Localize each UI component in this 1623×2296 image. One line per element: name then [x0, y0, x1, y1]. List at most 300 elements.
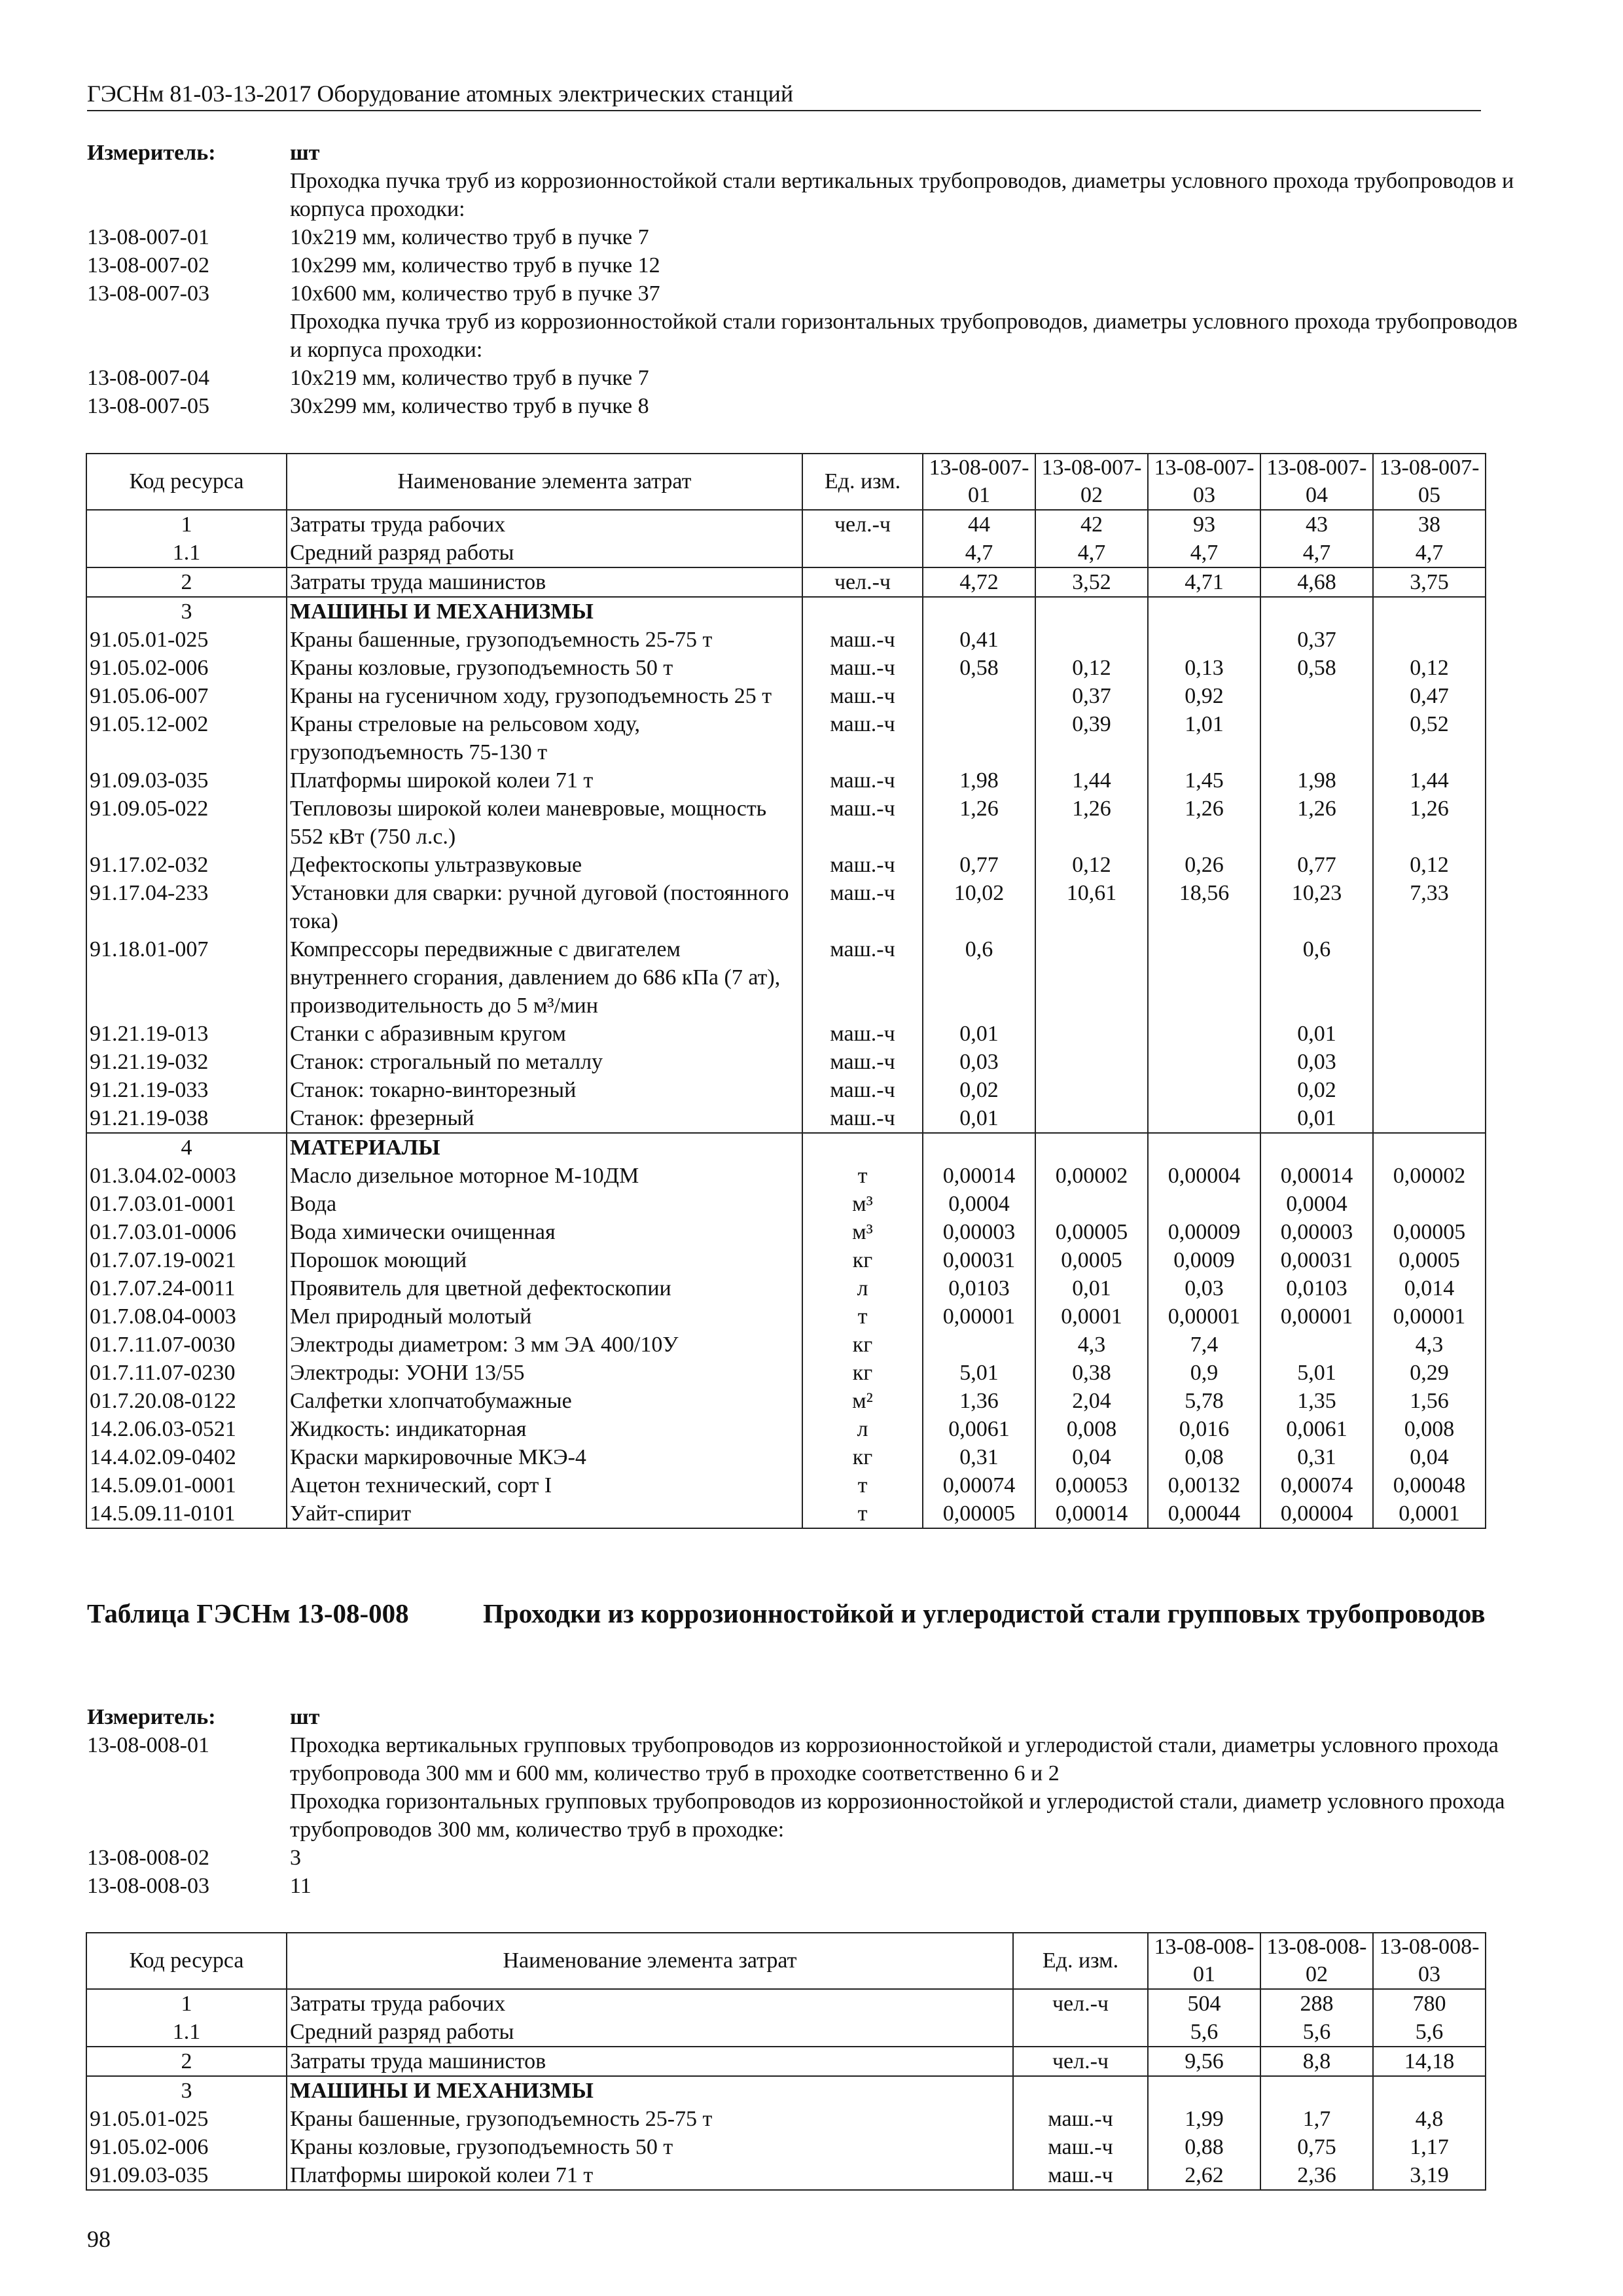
value-cell: 0,04 [1373, 1443, 1486, 1471]
value-cell [1373, 1048, 1486, 1076]
resource-code: 91.21.19-032 [86, 1048, 287, 1076]
norm-description: 10х299 мм, количество труб в пучке 12 [290, 253, 660, 278]
value-cell: 0,01 [1260, 1104, 1373, 1133]
resource-name: Станок: строгальный по металлу [287, 1048, 802, 1076]
resource-code: 01.7.07.24-0011 [86, 1274, 287, 1302]
value-cell: 0,0061 [923, 1415, 1035, 1443]
resource-code: 91.05.02-006 [86, 654, 287, 682]
value-cell: 4,3 [1035, 1331, 1148, 1359]
value-cell [1373, 1104, 1486, 1133]
value-cell: 1,98 [923, 766, 1035, 795]
value-cell: 0,014 [1373, 1274, 1486, 1302]
unit: маш.-ч [802, 795, 923, 851]
table-row [86, 2076, 1486, 2105]
table-row [86, 1076, 1486, 1104]
value-cell [1373, 1020, 1486, 1048]
measure-line [87, 392, 1527, 420]
resource-name: Краны козловые, грузоподъемность 50 т [287, 2133, 1013, 2161]
measure-block-13-08-007 [87, 139, 1527, 420]
unit: чел.-ч [802, 510, 923, 539]
resource-name: Краны козловые, грузоподъемность 50 т [287, 654, 802, 682]
table-row [86, 597, 1486, 626]
column-header: 13-08-008-02 [1260, 1933, 1373, 1989]
value-cell: 4,7 [1035, 539, 1148, 567]
value-cell: 0,008 [1373, 1415, 1486, 1443]
column-header: Код ресурса [86, 454, 287, 510]
unit: маш.-ч [802, 626, 923, 654]
value-cell: 0,00014 [923, 1162, 1035, 1190]
value-cell: 0,00132 [1148, 1471, 1260, 1499]
resource-name: Уайт-спирит [287, 1499, 802, 1528]
resource-code: 01.7.03.01-0001 [86, 1190, 287, 1218]
resource-code: 91.05.02-006 [86, 2133, 287, 2161]
value-cell: 0,6 [1260, 935, 1373, 1020]
unit: маш.-ч [802, 766, 923, 795]
value-cell [1035, 1020, 1148, 1048]
resource-name: Краны стреловые на рельсовом ходу, грузоподъемность 75-130 т [287, 710, 802, 766]
unit: маш.-ч [802, 851, 923, 879]
resource-code: 1.1 [86, 539, 287, 567]
value-cell: 1,56 [1373, 1387, 1486, 1415]
table-row [86, 2047, 1486, 2076]
value-cell: 0,13 [1148, 654, 1260, 682]
value-cell: 0,75 [1260, 2133, 1373, 2161]
value-cell: 10,61 [1035, 879, 1148, 935]
value-cell [923, 1331, 1035, 1359]
resource-name: МАТЕРИАЛЫ [287, 1133, 802, 1162]
value-cell: 0,03 [1148, 1274, 1260, 1302]
unit: маш.-ч [1013, 2105, 1148, 2133]
value-cell: 1,7 [1260, 2105, 1373, 2133]
table-row [86, 1048, 1486, 1076]
value-cell: 1,26 [1373, 795, 1486, 851]
value-cell [1148, 1076, 1260, 1104]
norm-code [87, 308, 290, 364]
value-cell [1035, 626, 1148, 654]
value-cell [1035, 1048, 1148, 1076]
unit: маш.-ч [802, 1104, 923, 1133]
value-cell: 0,04 [1035, 1443, 1148, 1471]
value-cell: 0,00074 [1260, 1471, 1373, 1499]
value-cell: 0,0061 [1260, 1415, 1373, 1443]
value-cell: 0,41 [923, 626, 1035, 654]
resource-name: Жидкость: индикаторная [287, 1415, 802, 1443]
table-row [86, 1104, 1486, 1133]
table-number: Таблица ГЭСНм 13-08-008 [87, 1598, 409, 1628]
value-cell: 0,52 [1373, 710, 1486, 766]
column-header: Наименование элемента затрат [287, 1933, 1013, 1989]
value-cell: 1,99 [1148, 2105, 1260, 2133]
norm-code: 13-08-008-03 [87, 1874, 209, 1898]
resource-name: Затраты труда машинистов [287, 567, 802, 597]
value-cell: 288 [1260, 1989, 1373, 2018]
unit: маш.-ч [802, 879, 923, 935]
table-row [86, 766, 1486, 795]
unit: маш.-ч [802, 1076, 923, 1104]
value-cell: 4,3 [1373, 1331, 1486, 1359]
resource-name: Платформы широкой колеи 71 т [287, 2161, 1013, 2190]
norm-description: Проходка пучка труб из коррозионностойкой стали вертикальных трубопроводов, диаметры условного прохода трубопроводов и корпуса проходки: [290, 169, 1514, 221]
value-cell: 1,17 [1373, 2133, 1486, 2161]
resource-name: Затраты труда рабочих [287, 510, 802, 539]
value-cell: 4,72 [923, 567, 1035, 597]
unit: кг [802, 1246, 923, 1274]
value-cell: 0,00014 [1035, 1499, 1148, 1528]
resource-code: 91.09.03-035 [86, 2161, 287, 2190]
value-cell: 0,77 [923, 851, 1035, 879]
resource-name: Ацетон технический, сорт I [287, 1471, 802, 1499]
table-row [86, 795, 1486, 851]
value-cell [1035, 597, 1148, 626]
resource-code: 01.7.11.07-0030 [86, 1331, 287, 1359]
measure-line [87, 279, 1527, 308]
value-cell [1373, 1133, 1486, 1162]
value-cell: 0,03 [1260, 1048, 1373, 1076]
measure-value: шт [290, 1705, 320, 1729]
value-cell: 0,00001 [1373, 1302, 1486, 1331]
table-row [86, 2105, 1486, 2133]
resource-name: МАШИНЫ И МЕХАНИЗМЫ [287, 2076, 1013, 2105]
resource-name: Краны башенные, грузоподъемность 25-75 т [287, 2105, 1013, 2133]
norm-code [87, 167, 290, 223]
value-cell: 0,0001 [1035, 1302, 1148, 1331]
value-cell: 0,0103 [1260, 1274, 1373, 1302]
value-cell: 0,00005 [923, 1499, 1035, 1528]
unit [802, 1133, 923, 1162]
resource-name: Дефектоскопы ультразвуковые [287, 851, 802, 879]
column-header: 13-08-007-04 [1260, 454, 1373, 510]
value-cell [1148, 626, 1260, 654]
unit: л [802, 1415, 923, 1443]
value-cell [1148, 2076, 1260, 2105]
column-header: Ед. изм. [802, 454, 923, 510]
resource-code: 91.21.19-038 [86, 1104, 287, 1133]
resource-code: 91.05.01-025 [86, 626, 287, 654]
resource-name: Порошок моющий [287, 1246, 802, 1274]
resource-code: 91.09.05-022 [86, 795, 287, 851]
value-cell: 0,39 [1035, 710, 1148, 766]
value-cell: 0,12 [1035, 654, 1148, 682]
resource-name: Мел природный молотый [287, 1302, 802, 1331]
norm-code: 13-08-007-02 [87, 253, 209, 278]
value-cell: 0,008 [1035, 1415, 1148, 1443]
value-cell: 0,31 [923, 1443, 1035, 1471]
norm-description: 10х600 мм, количество труб в пучке 37 [290, 281, 660, 306]
page-header: ГЭСНм 81-03-13-2017 Оборудование атомных электрических станций [87, 80, 1481, 111]
measure-line [87, 364, 1527, 392]
value-cell: 0,9 [1148, 1359, 1260, 1387]
value-cell: 4,8 [1373, 2105, 1486, 2133]
value-cell: 0,00004 [1148, 1162, 1260, 1190]
norm-description: Проходка пучка труб из коррозионностойкой стали горизонтальных трубопроводов, диаметры условного прохода трубопроводов и корпуса проходки: [290, 310, 1518, 362]
table-row [86, 510, 1486, 539]
table-row [86, 1218, 1486, 1246]
value-cell: 0,77 [1260, 851, 1373, 879]
value-cell: 0,12 [1035, 851, 1148, 879]
value-cell [923, 597, 1035, 626]
resource-code: 91.17.02-032 [86, 851, 287, 879]
resource-code: 3 [86, 2076, 287, 2105]
resource-name: Электроды: УОНИ 13/55 [287, 1359, 802, 1387]
unit: маш.-ч [802, 682, 923, 710]
table-row [86, 1190, 1486, 1218]
measure-line [87, 251, 1527, 279]
value-cell [1148, 1190, 1260, 1218]
resource-code: 14.2.06.03-0521 [86, 1415, 287, 1443]
value-cell: 1,44 [1373, 766, 1486, 795]
unit: м³ [802, 1190, 923, 1218]
value-cell: 4,7 [923, 539, 1035, 567]
value-cell: 18,56 [1148, 879, 1260, 935]
unit: т [802, 1162, 923, 1190]
unit: маш.-ч [802, 654, 923, 682]
norm-description: Проходка горизонтальных групповых трубопроводов из коррозионностойкой и углеродистой стали, диаметр условного прохода трубопроводов 300 мм, количество труб в проходке: [290, 1789, 1505, 1842]
value-cell: 5,01 [1260, 1359, 1373, 1387]
resource-code: 01.7.08.04-0003 [86, 1302, 287, 1331]
resource-name: Краны башенные, грузоподъемность 25-75 т [287, 626, 802, 654]
norm-code: 13-08-007-03 [87, 281, 209, 306]
value-cell: 0,47 [1373, 682, 1486, 710]
value-cell: 0,0001 [1373, 1499, 1486, 1528]
measure-row [87, 1703, 1527, 1731]
table-row [86, 1415, 1486, 1443]
value-cell: 1,26 [1035, 795, 1148, 851]
value-cell: 0,01 [1035, 1274, 1148, 1302]
unit: маш.-ч [802, 710, 923, 766]
value-cell: 3,52 [1035, 567, 1148, 597]
table-row [86, 2161, 1486, 2190]
norm-code: 13-08-008-01 [87, 1733, 209, 1757]
value-cell: 8,8 [1260, 2047, 1373, 2076]
resource-name: Тепловозы широкой колеи маневровые, мощность 552 кВт (750 л.с.) [287, 795, 802, 851]
norm-code: 13-08-007-05 [87, 394, 209, 418]
value-cell [1035, 1190, 1148, 1218]
value-cell: 5,6 [1373, 2018, 1486, 2047]
value-cell: 0,03 [923, 1048, 1035, 1076]
table-row [86, 1471, 1486, 1499]
value-cell: 1,01 [1148, 710, 1260, 766]
value-cell: 3,19 [1373, 2161, 1486, 2190]
resource-code: 91.09.03-035 [86, 766, 287, 795]
norm-description: 10х219 мм, количество труб в пучке 7 [290, 366, 649, 390]
table-row [86, 1274, 1486, 1302]
value-cell: 0,37 [1260, 626, 1373, 654]
resource-table-13-08-007 [86, 453, 1486, 1529]
unit: маш.-ч [1013, 2161, 1148, 2190]
unit: л [802, 1274, 923, 1302]
norm-description: 3 [290, 1846, 301, 1870]
resource-name: Затраты труда рабочих [287, 1989, 1013, 2018]
table-row [86, 710, 1486, 766]
norm-description: 30х299 мм, количество труб в пучке 8 [290, 394, 649, 418]
unit: маш.-ч [802, 1048, 923, 1076]
column-header: 13-08-007-02 [1035, 454, 1148, 510]
table-row [86, 1020, 1486, 1048]
resource-code: 91.18.01-007 [86, 935, 287, 1020]
value-cell: 0,00001 [923, 1302, 1035, 1331]
value-cell [1373, 2076, 1486, 2105]
value-cell: 1,26 [923, 795, 1035, 851]
value-cell [1373, 935, 1486, 1020]
table-row [86, 539, 1486, 567]
value-cell: 0,00002 [1373, 1162, 1486, 1190]
value-cell: 0,12 [1373, 654, 1486, 682]
value-cell: 0,016 [1148, 1415, 1260, 1443]
table-row [86, 2133, 1486, 2161]
resource-name: Проявитель для цветной дефектоскопии [287, 1274, 802, 1302]
resource-code: 01.7.20.08-0122 [86, 1387, 287, 1415]
norm-code: 13-08-007-01 [87, 225, 209, 249]
value-cell [1035, 1133, 1148, 1162]
measure-line [87, 308, 1527, 364]
table-row [86, 1331, 1486, 1359]
column-header: 13-08-008-01 [1148, 1933, 1260, 1989]
value-cell: 504 [1148, 1989, 1260, 2018]
value-cell: 9,56 [1148, 2047, 1260, 2076]
resource-code: 91.17.04-233 [86, 879, 287, 935]
measure-label: Измеритель: [87, 1705, 216, 1729]
value-cell [1148, 597, 1260, 626]
table-row [86, 879, 1486, 935]
resource-name: Компрессоры передвижные с двигателем внутреннего сгорания, давлением до 686 кПа (7 ат), производительность до 5 м³/мин [287, 935, 802, 1020]
measure-line [87, 223, 1527, 251]
measure-line [87, 1731, 1527, 1787]
table-row [86, 1359, 1486, 1387]
value-cell: 0,01 [923, 1104, 1035, 1133]
value-cell [1260, 1133, 1373, 1162]
unit: чел.-ч [1013, 2047, 1148, 2076]
unit: м² [802, 1387, 923, 1415]
value-cell: 0,0004 [923, 1190, 1035, 1218]
value-cell [1035, 1076, 1148, 1104]
value-cell: 1,26 [1148, 795, 1260, 851]
resource-code: 1 [86, 1989, 287, 2018]
resource-code: 01.7.07.19-0021 [86, 1246, 287, 1274]
column-header: 13-08-007-05 [1373, 454, 1486, 510]
value-cell: 0,02 [1260, 1076, 1373, 1104]
resource-name: Средний разряд работы [287, 2018, 1013, 2047]
value-cell [1260, 1331, 1373, 1359]
resource-name: Платформы широкой колеи 71 т [287, 766, 802, 795]
value-cell [923, 682, 1035, 710]
value-cell: 42 [1035, 510, 1148, 539]
measure-line [87, 167, 1527, 223]
resource-code: 01.7.03.01-0006 [86, 1218, 287, 1246]
value-cell: 0,00053 [1035, 1471, 1148, 1499]
value-cell: 1,44 [1035, 766, 1148, 795]
table-row [86, 654, 1486, 682]
value-cell: 0,0005 [1035, 1246, 1148, 1274]
measure-line [87, 1872, 1527, 1900]
value-cell: 0,00014 [1260, 1162, 1373, 1190]
resource-name: Краны на гусеничном ходу, грузоподъемность 25 т [287, 682, 802, 710]
resource-code: 14.5.09.11-0101 [86, 1499, 287, 1528]
resource-code: 91.21.19-033 [86, 1076, 287, 1104]
value-cell: 780 [1373, 1989, 1486, 2018]
value-cell: 5,01 [923, 1359, 1035, 1387]
value-cell [1373, 1076, 1486, 1104]
value-cell: 5,6 [1260, 2018, 1373, 2047]
value-cell: 0,12 [1373, 851, 1486, 879]
value-cell: 0,29 [1373, 1359, 1486, 1387]
resource-name: Установки для сварки: ручной дуговой (постоянного тока) [287, 879, 802, 935]
resource-name: Станок: фрезерный [287, 1104, 802, 1133]
value-cell [923, 710, 1035, 766]
value-cell: 5,6 [1148, 2018, 1260, 2047]
norm-description: Проходка вертикальных групповых трубопроводов из коррозионностойкой и углеродистой стали, диаметры условного прохода трубопровода 300 мм и 600 мм, количество труб в проходке соответственно 6 и 2 [290, 1733, 1499, 1785]
value-cell: 4,7 [1260, 539, 1373, 567]
unit [802, 597, 923, 626]
value-cell: 10,23 [1260, 879, 1373, 935]
measure-label: Измеритель: [87, 141, 216, 165]
table-title-13-08-008 [87, 1597, 1504, 1630]
unit: кг [802, 1331, 923, 1359]
value-cell: 0,58 [1260, 654, 1373, 682]
column-header: Наименование элемента затрат [287, 454, 802, 510]
value-cell: 0,37 [1035, 682, 1148, 710]
column-header: 13-08-007-01 [923, 454, 1035, 510]
resource-code: 1 [86, 510, 287, 539]
value-cell: 0,00004 [1260, 1499, 1373, 1528]
unit: маш.-ч [802, 1020, 923, 1048]
unit: маш.-ч [802, 935, 923, 1020]
unit: т [802, 1499, 923, 1528]
value-cell [1260, 682, 1373, 710]
value-cell: 0,00074 [923, 1471, 1035, 1499]
table-row [86, 1443, 1486, 1471]
value-cell: 44 [923, 510, 1035, 539]
resource-code: 91.05.01-025 [86, 2105, 287, 2133]
column-header: Ед. изм. [1013, 1933, 1148, 1989]
value-cell [1035, 1104, 1148, 1133]
value-cell: 2,62 [1148, 2161, 1260, 2190]
value-cell: 0,0005 [1373, 1246, 1486, 1274]
column-header: Код ресурса [86, 1933, 287, 1989]
value-cell: 2,36 [1260, 2161, 1373, 2190]
norm-code: 13-08-008-02 [87, 1846, 209, 1870]
value-cell: 93 [1148, 510, 1260, 539]
value-cell: 0,0009 [1148, 1246, 1260, 1274]
value-cell: 43 [1260, 510, 1373, 539]
value-cell: 1,26 [1260, 795, 1373, 851]
table-row [86, 1989, 1486, 2018]
value-cell: 7,4 [1148, 1331, 1260, 1359]
resource-code: 4 [86, 1133, 287, 1162]
unit: м³ [802, 1218, 923, 1246]
value-cell: 0,92 [1148, 682, 1260, 710]
value-cell: 1,35 [1260, 1387, 1373, 1415]
value-cell: 3,75 [1373, 567, 1486, 597]
value-cell: 1,36 [923, 1387, 1035, 1415]
value-cell: 0,08 [1148, 1443, 1260, 1471]
unit: маш.-ч [1013, 2133, 1148, 2161]
page-number: 98 [87, 2226, 111, 2252]
value-cell: 14,18 [1373, 2047, 1486, 2076]
unit: кг [802, 1443, 923, 1471]
unit: т [802, 1302, 923, 1331]
value-cell [1148, 1020, 1260, 1048]
value-cell: 0,38 [1035, 1359, 1148, 1387]
value-cell: 0,00009 [1148, 1218, 1260, 1246]
resource-code: 01.7.11.07-0230 [86, 1359, 287, 1387]
value-cell: 0,00001 [1260, 1302, 1373, 1331]
unit [1013, 2018, 1148, 2047]
value-cell: 1,45 [1148, 766, 1260, 795]
value-cell: 0,01 [1260, 1020, 1373, 1048]
value-cell: 0,00003 [1260, 1218, 1373, 1246]
resource-code: 14.5.09.01-0001 [86, 1471, 287, 1499]
value-cell [1148, 1133, 1260, 1162]
